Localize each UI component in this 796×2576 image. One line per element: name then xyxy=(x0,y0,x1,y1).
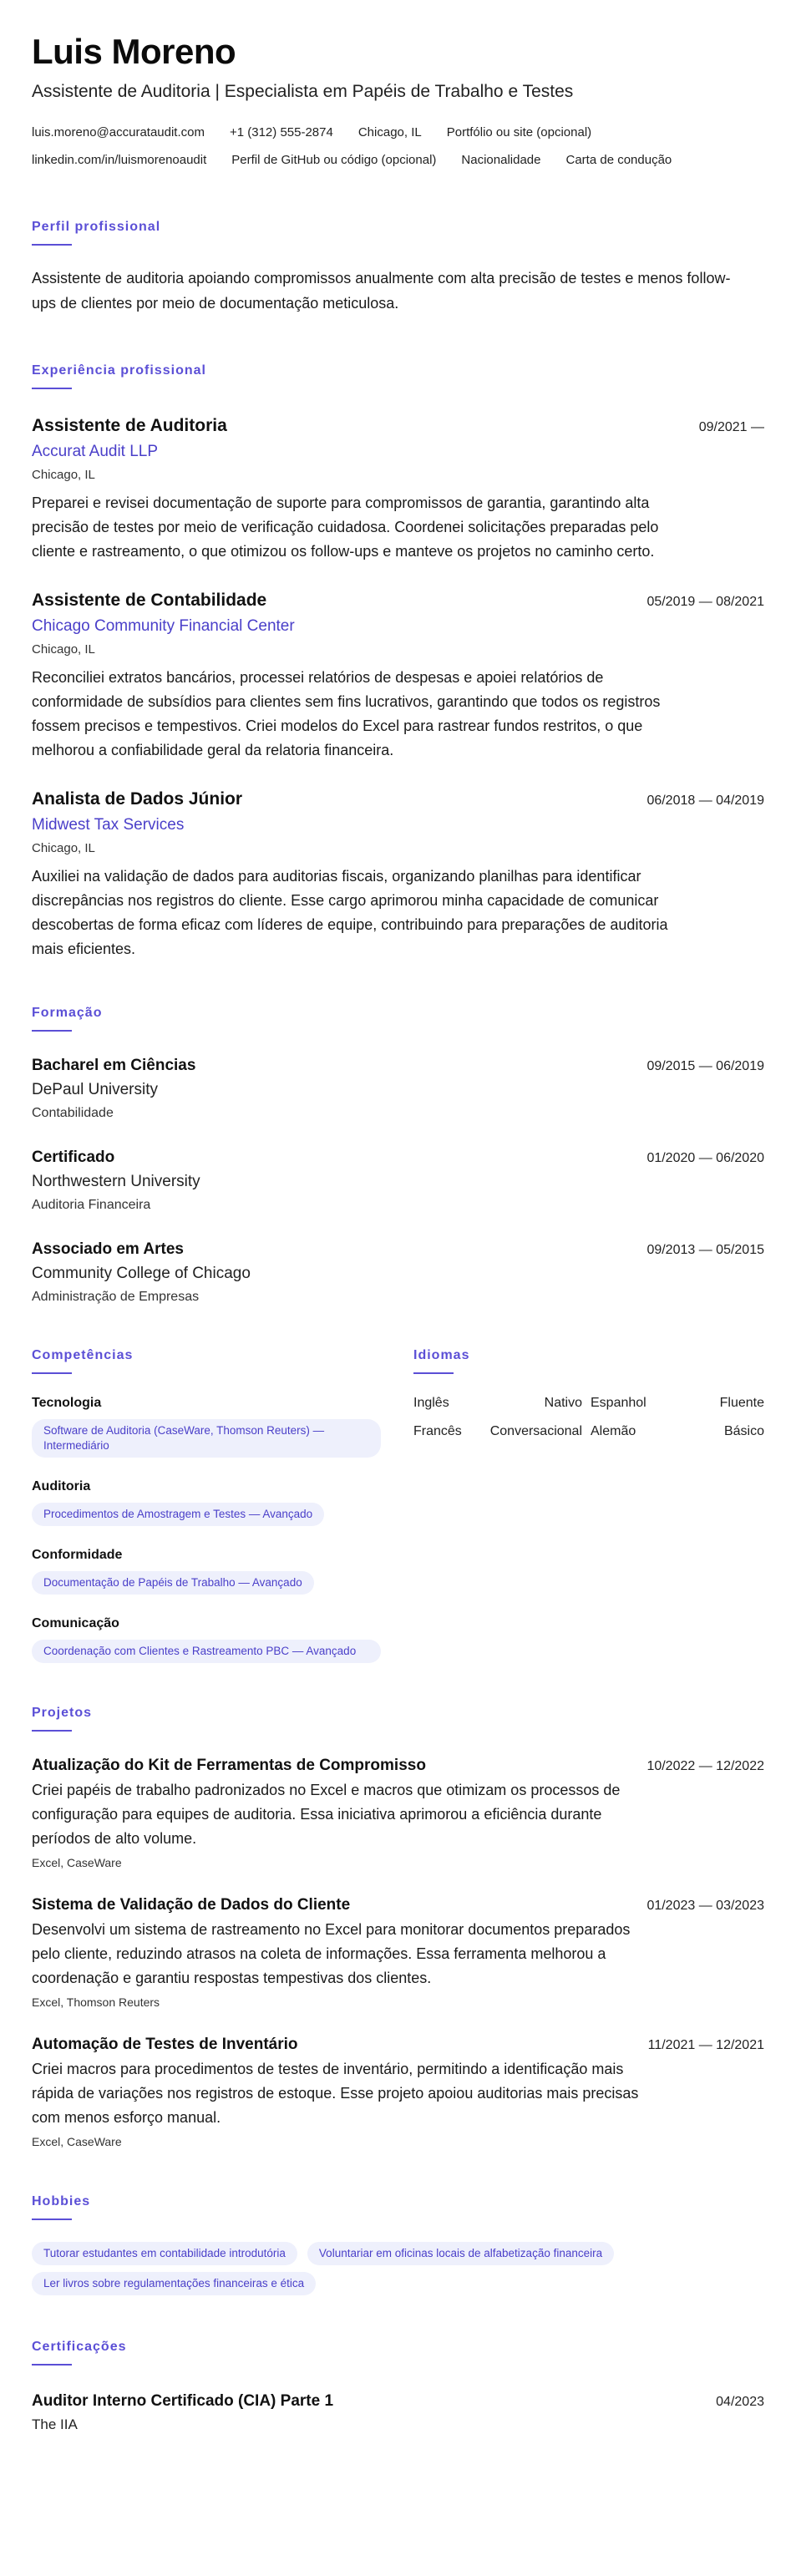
candidate-headline: Assistente de Auditoria | Especialista em Papéis de Trabalho e Testes xyxy=(32,82,574,101)
section-divider xyxy=(413,1372,454,1374)
job-title: Analista de Dados Júnior xyxy=(32,789,243,809)
certifications-section xyxy=(32,2339,764,2435)
job-company[interactable]: Midwest Tax Services xyxy=(32,816,185,834)
section-title: Perfil profissional xyxy=(32,220,161,234)
job-company[interactable]: Chicago Community Financial Center xyxy=(32,617,295,635)
language-level: Conversacional xyxy=(489,1424,582,1438)
certification-date: 04/2023 xyxy=(716,2395,764,2409)
language-name: Alemão xyxy=(591,1424,636,1438)
language-level: Básico xyxy=(723,1424,764,1438)
skill-pill: Documentação de Papéis de Trabalho — Avançado xyxy=(32,1571,314,1595)
job-date: 05/2019 — 08/2021 xyxy=(646,595,764,609)
job-description: Auxiliei na validação de dados para auditorias fiscais, organizando planilhas para identificar discrepâncias nos registros do cliente. Esse cargo aprimorou minha capacidade de comunicar descobertas de forma eficaz com líderes de equipe, contribuindo para preparações de auditoria mais eficientes. xyxy=(32,868,668,957)
education-entry xyxy=(32,1147,764,1215)
section-divider xyxy=(32,244,72,246)
project-entry xyxy=(32,2034,764,2150)
education-field: Auditoria Financeira xyxy=(32,1198,151,1212)
section-title: Projetos xyxy=(32,1706,93,1720)
language-level: Fluente xyxy=(719,1396,764,1410)
project-date: 11/2021 — 12/2021 xyxy=(647,2038,764,2052)
skill-pill: Software de Auditoria (CaseWare, Thomson Reuters) — Intermediário xyxy=(32,1419,381,1458)
skills-languages-row xyxy=(32,1347,764,1663)
language-name: Inglês xyxy=(413,1396,449,1410)
resume-header xyxy=(32,32,764,174)
education-date: 09/2013 — 05/2015 xyxy=(646,1243,764,1257)
education-field: Contabilidade xyxy=(32,1106,114,1120)
hobby-pill: Voluntariar em oficinas locais de alfabetização financeira xyxy=(307,2242,614,2265)
education-field: Administração de Empresas xyxy=(32,1290,200,1304)
education-school: DePaul University xyxy=(32,1081,158,1098)
section-title: Competências xyxy=(32,1348,134,1362)
project-tech: Excel, CaseWare xyxy=(32,2135,122,2148)
hobby-pill: Tutorar estudantes em contabilidade introdutória xyxy=(32,2242,297,2265)
language-item xyxy=(413,1392,589,1414)
section-divider xyxy=(32,2219,72,2220)
section-divider xyxy=(32,1372,72,1374)
contact-portfolio[interactable]: Portfólio ou site (opcional) xyxy=(446,125,592,139)
education-entry xyxy=(32,1239,764,1307)
language-item xyxy=(413,1421,589,1443)
certification-issuer: The IIA xyxy=(32,2416,78,2432)
job-description: Reconciliei extratos bancários, processei relatórios de despesas e apoiei relatórios de conformidade de subsídios para clientes sem fins lucrativos, garantindo que todos os registros fossem precisos e tempestivos. Criei modelos do Excel para rastrear fundos restritos, o que melhorou a confiabilidade geral da relatoria financeira. xyxy=(32,669,661,758)
skill-category: Conformidade xyxy=(32,1548,123,1562)
contact-email[interactable]: luis.moreno@accurataudit.com xyxy=(32,125,205,139)
skill-category: Comunicação xyxy=(32,1616,119,1630)
project-title: Atualização do Kit de Ferramentas de Compromisso xyxy=(32,1757,426,1774)
project-tech: Excel, Thomson Reuters xyxy=(32,1995,160,2009)
section-divider xyxy=(32,388,72,389)
certification-entry xyxy=(32,2391,764,2435)
skill-category: Tecnologia xyxy=(32,1396,102,1410)
job-entry xyxy=(32,788,764,961)
job-description: Preparei e revisei documentação de suporte para compromissos de garantia, garantindo alta precisão de testes por meio de verificação cuidadosa. Coordenei solicitações preparadas pelo cliente e rastreamento, o que otimizou os follow-ups e manteve os projetos no caminho certo. xyxy=(32,494,659,560)
language-name: Espanhol xyxy=(591,1396,646,1410)
section-title: Idiomas xyxy=(413,1348,470,1362)
job-date: 09/2021 — xyxy=(698,420,764,434)
languages-section xyxy=(413,1347,764,1663)
section-divider xyxy=(32,1730,72,1732)
job-title: Assistente de Contabilidade xyxy=(32,591,267,610)
project-entry xyxy=(32,1894,764,2011)
skills-section xyxy=(32,1347,413,1663)
job-entry xyxy=(32,589,764,763)
project-description: Criei papéis de trabalho padronizados no Excel e macros que otimizam os processos de configuração para equipes de auditoria. Essa iniciativa aprimorou a eficiência durante períodos de alto volume. xyxy=(32,1782,621,1847)
education-school: Community College of Chicago xyxy=(32,1265,251,1282)
experience-section xyxy=(32,363,764,961)
education-date: 01/2020 — 06/2020 xyxy=(646,1151,764,1165)
project-description: Desenvolvi um sistema de rastreamento no Excel para monitorar documentos preparados pelo cliente, reduzindo atrasos na coleta de informações. Essa ferramenta melhorou a coordenação e garantiu respostas tempestivas dos clientes. xyxy=(32,1921,631,1986)
contact-linkedin[interactable]: linkedin.com/in/luismorenoaudit xyxy=(32,153,207,167)
education-degree: Associado em Artes xyxy=(32,1240,184,1258)
skill-category: Auditoria xyxy=(32,1479,91,1493)
hobbies-section xyxy=(32,2193,764,2295)
hobby-pill: Ler livros sobre regulamentações financeiras e ética xyxy=(32,2272,316,2295)
job-location: Chicago, IL xyxy=(32,642,95,657)
skill-pill: Coordenação com Clientes e Rastreamento PBC — Avançado xyxy=(32,1640,381,1663)
profile-summary: Assistente de auditoria apoiando compromissos anualmente com alta precisão de testes e menos follow-ups de clientes por meio de documentação meticulosa. xyxy=(32,270,731,312)
job-location: Chicago, IL xyxy=(32,841,95,855)
language-level: Nativo xyxy=(544,1396,582,1410)
hobby-list xyxy=(32,2235,750,2295)
job-date: 06/2018 — 04/2019 xyxy=(646,794,764,808)
project-tech: Excel, CaseWare xyxy=(32,1856,122,1869)
contact-list xyxy=(32,119,725,174)
contact-location: Chicago, IL xyxy=(357,125,422,139)
project-date: 01/2023 — 03/2023 xyxy=(646,1899,764,1913)
section-title: Hobbies xyxy=(32,2194,91,2208)
job-company[interactable]: Accurat Audit LLP xyxy=(32,443,159,460)
job-entry xyxy=(32,414,764,564)
profile-section xyxy=(32,219,764,316)
certification-name: Auditor Interno Certificado (CIA) Parte 1 xyxy=(32,2392,334,2410)
skill-pill: Procedimentos de Amostragem e Testes — Avançado xyxy=(32,1503,324,1526)
education-section xyxy=(32,1005,764,1307)
contact-github[interactable]: Perfil de GitHub ou código (opcional) xyxy=(231,153,437,167)
contact-phone[interactable]: +1 (312) 555-2874 xyxy=(229,125,333,139)
contact-driving-license: Carta de condução xyxy=(565,153,672,167)
project-title: Sistema de Validação de Dados do Cliente xyxy=(32,1896,351,1914)
language-item xyxy=(589,1392,764,1414)
project-entry xyxy=(32,1755,764,1871)
contact-nationality: Nacionalidade xyxy=(461,153,541,167)
project-description: Criei macros para procedimentos de testes de inventário, permitindo a identificação mais rápida de variações nos registros de estoque. Esse projeto apoiou auditorias mais precisas com menos esforço manual. xyxy=(32,2061,639,2126)
section-divider xyxy=(32,2364,72,2366)
language-name: Francês xyxy=(413,1424,462,1438)
section-title: Experiência profissional xyxy=(32,363,206,378)
education-degree: Certificado xyxy=(32,1149,115,1166)
project-date: 10/2022 — 12/2022 xyxy=(646,1759,764,1773)
job-title: Assistente de Auditoria xyxy=(32,416,227,435)
job-location: Chicago, IL xyxy=(32,468,95,482)
education-entry xyxy=(32,1055,764,1123)
education-school: Northwestern University xyxy=(32,1173,200,1190)
language-row xyxy=(413,1421,764,1443)
project-title: Automação de Testes de Inventário xyxy=(32,2036,298,2053)
section-divider xyxy=(32,1030,72,1032)
section-title: Formação xyxy=(32,1006,103,1020)
language-item xyxy=(589,1421,764,1443)
language-row xyxy=(413,1392,764,1414)
education-date: 09/2015 — 06/2019 xyxy=(646,1059,764,1073)
section-title: Certificações xyxy=(32,2340,127,2354)
education-degree: Bacharel em Ciências xyxy=(32,1057,196,1074)
candidate-name: Luis Moreno xyxy=(32,32,236,71)
projects-section xyxy=(32,1705,764,2150)
